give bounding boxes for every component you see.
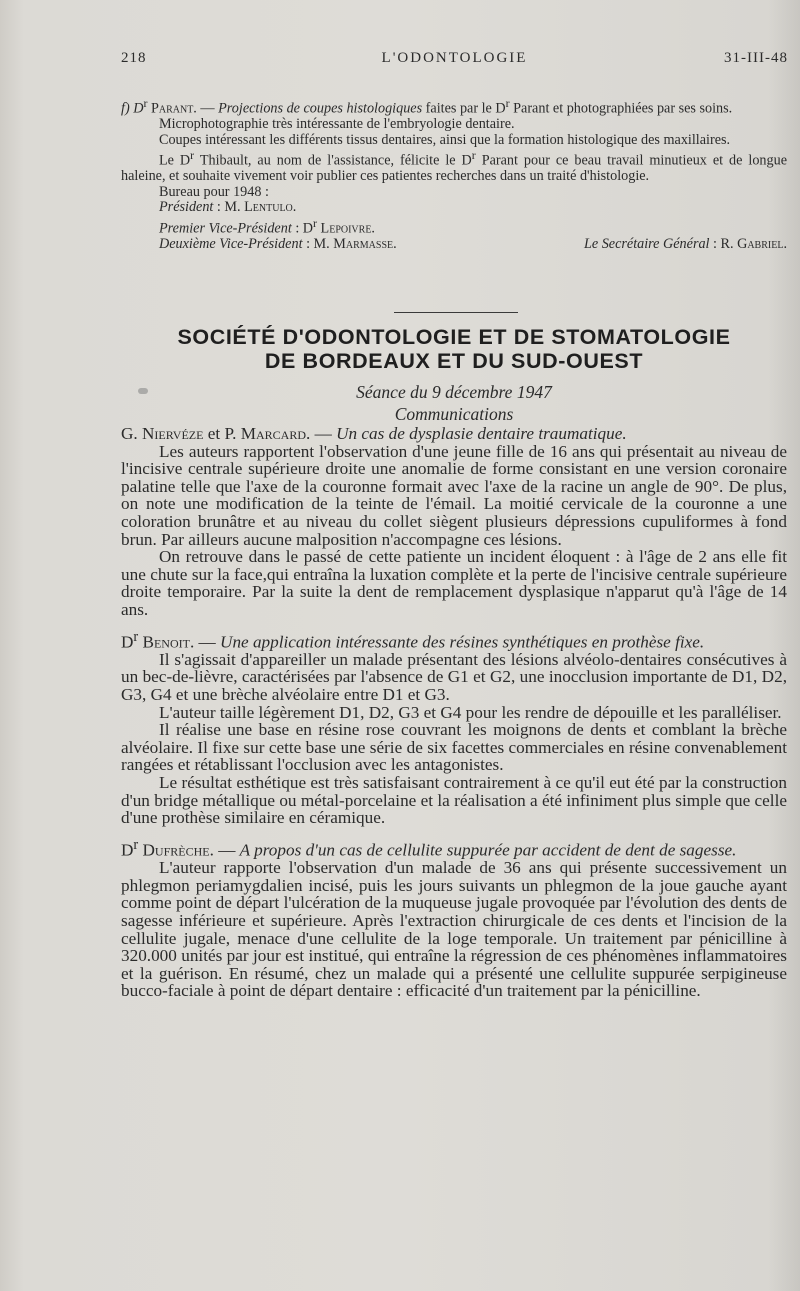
article-1-heading: G. Niervéze et P. Marcard. — Un cas de dysplasie dentaire traumatique. (121, 424, 627, 443)
bureau-heading: Bureau pour 1948 : (159, 183, 269, 200)
society-title-line1: SOCIÉTÉ D'ODONTOLOGIE ET DE STOMATOLOGIE (177, 325, 731, 349)
article-3-heading: $D^r$ Dufrèche. — A propos d'un cas de cellulite suppurée par accident de dent de sagesse. (121, 836, 737, 860)
item-f: f) $D^r$ Parant. — Projections de coupes histologiques faites par le $D^r$ Parant et photographiées par ses soins. (121, 96, 733, 117)
society-title (121, 325, 787, 373)
section-divider (394, 312, 518, 313)
article-2-paragraph-2: L'auteur taille légèrement D1, D2, G3 et G4 pour les rendre de dépouille et les paralléliser. (159, 702, 782, 722)
article-2-paragraph-4: Le résultat esthétique est très satisfaisant contrairement à ce qu'il eut été par la construction d'un bridge métallique ou métal-porcelaine et la réalisation a été infiniment plus simple que celle d'une prothèse similaire en céramique. (121, 773, 787, 828)
session-heading (121, 381, 787, 425)
communications-body (121, 425, 787, 1000)
communications-heading: Communications (394, 404, 514, 424)
article-1-paragraph-1: Les auteurs rapportent l'observation d'une jeune fille de 16 ans qui présentait au niveau de l'incisive centrale supérieure droite une anomalie de forme consistant en une version coronaire palatine telle que l'axe de la couronne formait avec l'axe de la racine un angle de 90°. De plus, on note une modification de la teinte de l'émail. La moitié cervicale de la couronne a une coloration brunâtre et au niveau du collet siègent plusieurs dépressions cupuliformes à fond brun. Par ailleurs aucune malposition n'accompagne ces lésions. (121, 441, 787, 549)
article-3-paragraph-1: L'auteur rapporte l'observation d'un malade de 36 ans qui présente successivement un phlegmon periamygdalien incisé, puis les jours suivants un phlegmon de la joue gauche ayant comme point de départ l'ulcération de la muqueuse jugale provoquée par l'évolution des dents de sagesse inférieure et supérieure. Après l'extraction chirurgicale de ces dents et l'incision de la cellulite jugale, menace d'une cellulite de la loge temporale. Un traitement par pénicilline à 320.000 unités par jour est institué, qui entraîne la régression de ces phénomènes inflammatoires et la guérison. En résumé, chez un malade qui a présenté une cellulite suppurée serpigineuse bucco-faciale à point de départ dentaire : efficacité d'un traitement par la pénicilline. (121, 858, 787, 1001)
micro-line: Microphotographie très intéressante de l'embryologie dentaire. (159, 116, 515, 133)
journal-title: L'ODONTOLOGIE (381, 50, 528, 66)
article-2-paragraph-1: Il s'agissait d'appareiller un malade présentant des lésions alvéolo-dentaires consécutives à un bec-de-lièvre, caractérisées par l'absence de G1 et G2, une inocclusion importante de D1, D2, G3, G4 et une brèche alvéolaire entre D1 et G3. (121, 649, 787, 705)
article-2-heading: $D^r$ Benoit. — Une application intéressante des résines synthétiques en prothèse fixe. (121, 628, 705, 652)
article-1-paragraph-2: On retrouve dans le passé de cette patiente un incident éloquent : à l'âge de 2 ans elle fit une chute sur la face,qui entraîna la luxation complète et la perte de l'incisive centrale supérieure droite temporaire. Par la suite la dent de remplacement dysplasique n'apparut qu'à l'âge de 14 ans. (121, 547, 787, 619)
coupes-line: Coupes intéressant les différents tissus dentaires, ainsi que la formation histologique des maxillaires. (159, 131, 731, 148)
vp1-line: Premier Vice-Président : $D^r$ Lepoivre. (159, 215, 375, 237)
vp2-secretary-line: Deuxième Vice-Président : M. Marmasse. Le Secrétaire Général : R. Gabriel. (159, 236, 787, 253)
thibault-paragraph: Le $D^r$ Thibault, au nom de l'assistance, félicite le $D^r$ Parant pour ce beau travail minutieux et de longue haleine, et souhaite vivement voir publier ces patientes recherches dans un traité d'histologie. (121, 148, 787, 185)
session-date: Séance du 9 décembre 1947 (356, 382, 552, 402)
president-line: Président : M. Lentulo. (159, 199, 297, 216)
issue-date: 31-III-48 (724, 50, 788, 66)
page-number: 218 (121, 50, 147, 66)
previous-session-end (121, 96, 787, 253)
article-2-paragraph-3: Il réalise une base en résine rose couvrant les moignons de dents et comblant la brèche alvéolaire. Il fixe sur cette base une série de six facettes commerciales en résine convenablement rangées et rétablissant l'occlusion avec les antagonistes. (121, 720, 787, 775)
society-title-line2: DE BORDEAUX ET DU SUD-OUEST (264, 349, 644, 373)
